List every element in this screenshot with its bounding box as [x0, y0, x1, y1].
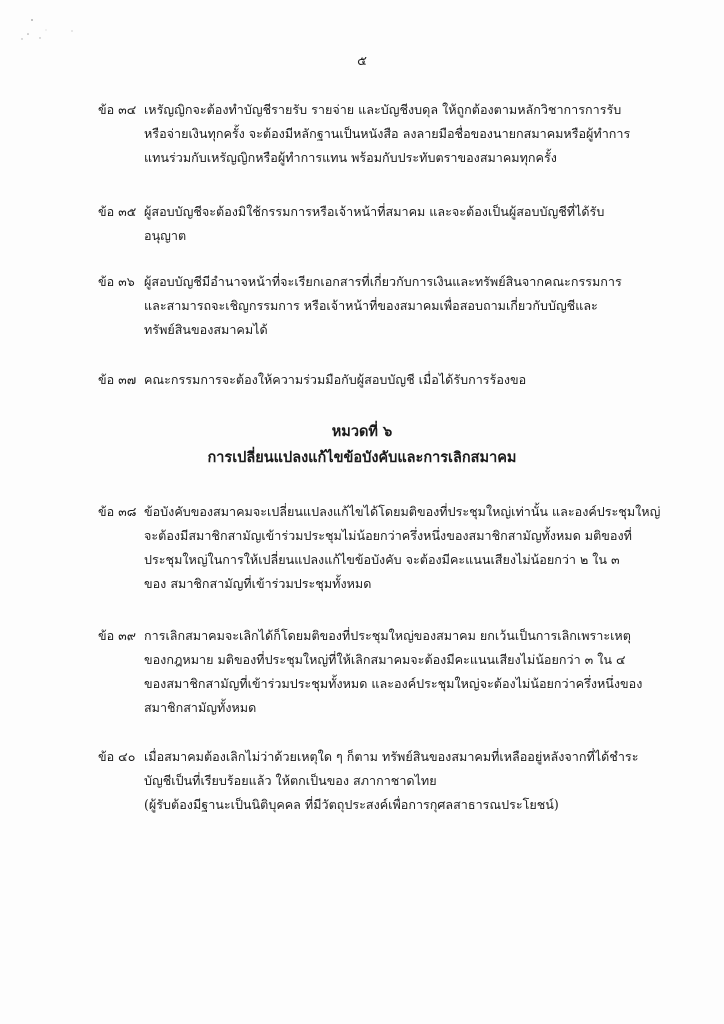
clause-37 — [98, 368, 668, 392]
clause-line: ของ สมาชิกสามัญที่เข้าร่วมประชุมทั้งหมด — [144, 576, 372, 591]
clause-line: และสามารถจะเชิญกรรมการ หรือเจ้าหน้าที่ของสมาคมเพื่อสอบถามเกี่ยวกับบัญชีและ — [144, 298, 598, 313]
clause-body — [144, 200, 668, 248]
clause-line: สมาชิกสามัญทั้งหมด — [144, 700, 257, 715]
clause-line: แทนร่วมกับเหรัญญิกหรือผู้ทำการแทน พร้อมกับประทับตราของสมาคมทุกครั้ง — [144, 150, 557, 165]
clause-label: ข้อ ๓๖ — [98, 274, 135, 289]
clause-label: ข้อ ๓๗ — [98, 372, 137, 387]
clause-line: ทรัพย์สินของสมาคมได้ — [144, 322, 268, 337]
clause-34 — [98, 98, 668, 170]
clause-line: การเลิกสมาคมจะเลิกได้ก็โดยมติของที่ประชุมใหญ่ของสมาคม ยกเว้นเป็นการเลิกเพราะเหตุ — [144, 628, 631, 643]
clause-body — [144, 270, 668, 342]
clause-body — [144, 368, 668, 392]
clause-line: ของกฎหมาย มติของที่ประชุมใหญ่ที่ให้เลิกสมาคมจะต้องมีคะแนนเสียงไม่น้อยกว่า ๓ ใน ๔ — [144, 652, 626, 667]
clause-39 — [98, 624, 668, 720]
clause-40 — [98, 745, 668, 817]
clause-line: ประชุมใหญ่ในการให้เปลี่ยนแปลงแก้ไขข้อบังคับ จะต้องมีคะแนนเสียงไม่น้อยกว่า ๒ ใน ๓ — [144, 552, 620, 567]
clause-label: ข้อ ๓๘ — [98, 504, 137, 519]
clause-line: ของสมาชิกสามัญที่เข้าร่วมประชุมทั้งหมด และองค์ประชุมใหญ่จะต้องไม่น้อยกว่าครึ่งหนึ่งของ — [144, 676, 643, 691]
clause-line: จะต้องมีสมาชิกสามัญเข้าร่วมประชุมไม่น้อยกว่าครึ่งหนึ่งของสมาชิกสามัญทั้งหมด มติของที่ — [144, 528, 632, 543]
clause-line: เมื่อสมาคมต้องเลิกไม่ว่าด้วยเหตุใด ๆ ก็ตาม ทรัพย์สินของสมาคมที่เหลืออยู่หลังจากที่ได้ชำระ — [144, 749, 639, 764]
section-title: หมวดที่ ๖ — [331, 423, 393, 440]
clause-35 — [98, 200, 668, 248]
clause-line: เหรัญญิกจะต้องทำบัญชีรายรับ รายจ่าย และบัญชีงบดุล ให้ถูกต้องตามหลักวิชาการการรับ — [144, 102, 622, 117]
clause-body — [144, 500, 668, 596]
clause-line: ผู้สอบบัญชีจะต้องมิใช้กรรมการหรือเจ้าหน้าที่สมาคม และจะต้องเป็นผู้สอบบัญชีที่ได้รับ — [144, 204, 605, 219]
clause-body — [144, 624, 668, 720]
clause-body — [144, 745, 668, 817]
clause-line: คณะกรรมการจะต้องให้ความร่วมมือกับผู้สอบบัญชี เมื่อได้รับการร้องขอ — [144, 372, 527, 387]
clause-line: หรือจ่ายเงินทุกครั้ง จะต้องมีหลักฐานเป็นหนังสือ ลงลายมือชื่อของนายกสมาคมหรือผู้ทำการ — [144, 126, 631, 141]
clause-label: ข้อ ๓๔ — [98, 102, 137, 117]
scan-artifact-specks — [18, 14, 78, 54]
clause-line: (ผู้รับต้องมีฐานะเป็นนิติบุคคล ที่มีวัตถุประสงค์เพื่อการกุศลสาธารณประโยชน์) — [144, 797, 559, 812]
clause-label: ข้อ ๓๕ — [98, 204, 137, 219]
section-subtitle: การเปลี่ยนแปลงแก้ไขข้อบังคับและการเลิกสมาคม — [207, 449, 517, 466]
clause-line: อนุญาต — [144, 228, 187, 243]
clause-label: ข้อ ๔๐ — [98, 749, 136, 764]
clause-body — [144, 98, 668, 170]
clause-label: ข้อ ๓๙ — [98, 628, 137, 643]
clause-36 — [98, 270, 668, 342]
clause-38 — [98, 500, 668, 596]
page-number: ๕ — [357, 54, 367, 69]
clause-line: ข้อบังคับของสมาคมจะเปลี่ยนแปลงแก้ไขได้โดยมติของที่ประชุมใหญ่เท่านั้น และองค์ประชุมใหญ่ — [144, 504, 661, 519]
clause-line: บัญชีเป็นที่เรียบร้อยแล้ว ให้ตกเป็นของ สภากาชาดไทย — [144, 773, 437, 788]
clause-line: ผู้สอบบัญชีมีอำนาจหน้าที่จะเรียกเอกสารที่เกี่ยวกับการเงินและทรัพย์สินจากคณะกรรมการ — [144, 274, 622, 289]
